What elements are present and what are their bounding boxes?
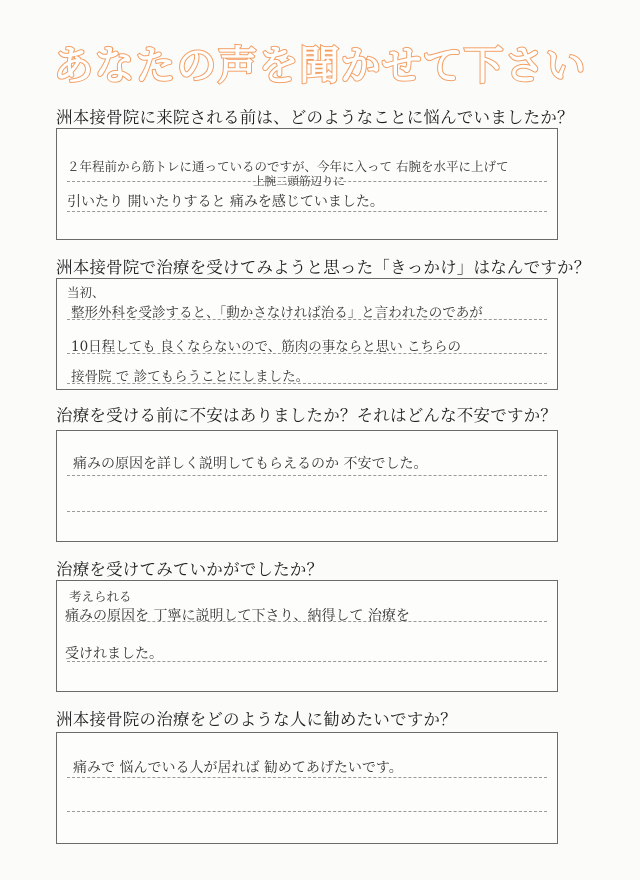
answer-box-1 (56, 128, 558, 240)
answer-rule (67, 475, 547, 476)
answer-3-line-1: 痛みの原因を詳しく説明してもらえるのか 不安でした。 (73, 456, 428, 472)
answer-rule (67, 777, 547, 778)
answer-box-2 (56, 278, 558, 390)
answer-2-line-1: 整形外科を受診すると、「動かさなければ治る」と言われたのであが (71, 305, 483, 321)
answer-rule (67, 511, 547, 512)
answer-1-line-2: 引いたり 開いたりすると 痛みを感じていました。 (67, 194, 384, 210)
answer-2-line-3: 接骨院 で 診てもらうことにしました。 (71, 369, 310, 385)
question-3: 治療を受ける前に不安はありましたか？それはどんな不安ですか？ (56, 406, 557, 425)
question-1: 洲本接骨院に来院される前は、どのようなことに悩んでいましたか？ (56, 108, 574, 127)
answer-box-3 (56, 430, 558, 542)
answer-4-insertion-note: 考えられる (69, 589, 132, 604)
answer-4-line-1: 痛みの原因を 丁寧に説明して下さり、納得して 治療を (65, 608, 410, 624)
answer-1-line-1: ２年程前から筋トレに通っているのですが、今年に入って 右腕を水平に上げて (67, 159, 509, 174)
answer-rule (67, 811, 547, 812)
form-title: あなたの声を聞かせて下さい (53, 43, 587, 89)
answer-5-line-1: 痛みで 悩んでいる人が居れば 勧めてあげたいです。 (73, 760, 403, 776)
question-4: 治療を受けてみていかがでしたか？ (56, 560, 324, 579)
answer-2-insertion-note: 当初、 (67, 285, 105, 300)
answer-2-line-2: 10日程しても 良くならないので、筋肉の事ならと思い こちらの (71, 339, 461, 355)
question-2: 洲本接骨院で治療を受けてみようと思った「きっかけ」はなんですか？ (56, 258, 591, 277)
answer-4-line-2: 受けれました。 (65, 646, 163, 662)
answer-box-5 (56, 732, 558, 844)
answer-rule (67, 211, 547, 212)
question-5: 洲本接骨院の治療をどのような人に勧めたいですか？ (56, 710, 457, 729)
answer-box-4 (56, 580, 558, 692)
answer-1-insertion-note: 上腕二頭筋辺りに (253, 174, 345, 188)
